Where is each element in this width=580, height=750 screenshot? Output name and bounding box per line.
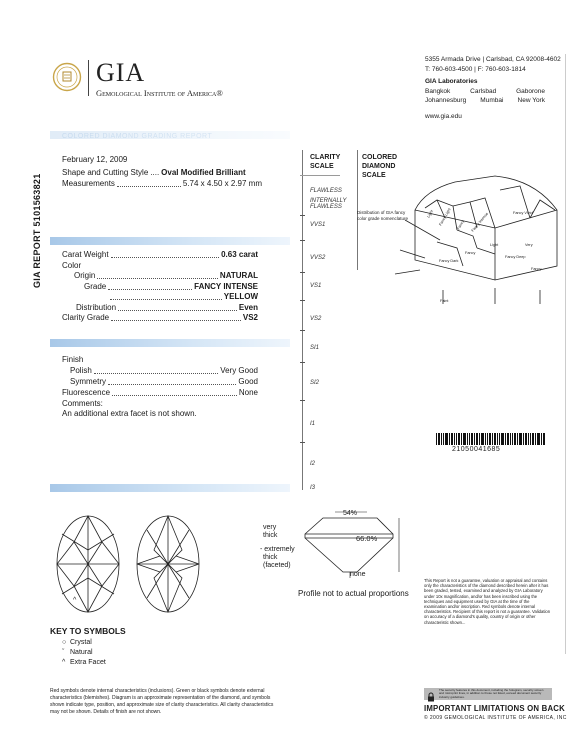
svg-text:Faint: Faint <box>440 299 449 303</box>
gia-seal-icon <box>52 62 82 92</box>
svg-text:Very: Very <box>525 243 533 247</box>
clarity-plot-diagram <box>50 510 210 620</box>
key-item-extra-facet <box>62 659 106 666</box>
clarity-grade: VS2 <box>310 316 322 322</box>
grade-value-2: YELLOW <box>223 292 258 301</box>
carat-value: 0.63 carat <box>221 250 258 259</box>
lab-city: Gaborone <box>516 88 545 95</box>
svg-text:Fancy: Fancy <box>456 219 466 231</box>
clarity-grade: I3 <box>310 485 316 491</box>
labs-title: GIA Laboratories <box>425 78 478 85</box>
comments-value: An additional extra facet is not shown. <box>62 409 197 418</box>
color-scale-note: Distribution of GIA fancy color grade nomenclature <box>357 210 409 221</box>
lock-icon <box>426 689 436 699</box>
plot-band <box>50 484 290 492</box>
grading-band <box>50 237 290 245</box>
fluorescence-row <box>62 388 258 398</box>
institute-name: Gemological Institute of America® <box>96 88 223 98</box>
svg-text:Fancy Vivid: Fancy Vivid <box>513 211 533 215</box>
clarity-tick <box>300 442 305 443</box>
finish-label: Finish <box>62 355 84 364</box>
additional-band <box>50 339 290 347</box>
report-title-faded: COLORED DIAMOND GRADING REPORT <box>62 133 213 140</box>
website-link[interactable]: www.gia.edu <box>425 113 462 120</box>
clarity-scale-top-rule <box>300 175 340 176</box>
clarity-scale-line <box>302 150 303 490</box>
svg-text:Light: Light <box>426 209 434 219</box>
origin-row <box>74 271 258 281</box>
svg-text:Fancy Dark: Fancy Dark <box>439 259 459 263</box>
gia-logo-text: GIA <box>96 58 146 87</box>
clarity-grade: SI2 <box>310 380 320 386</box>
disclaimer-text: Red symbols denote internal characteristics (inclusions). Green or black symbols denote external characteristics (blemishes). Diagram is an approximate representation of the diamond, and symbols shown indicate type, position, and approximate size of clarity characteristics. All clarity characteristics may not be shown. Details of finish are not shown. <box>50 688 274 715</box>
lab-city: Mumbai <box>480 97 504 104</box>
clarity-grade: FLAWLESS <box>310 188 342 194</box>
labs-row-2 <box>425 97 545 104</box>
security-box <box>424 688 552 700</box>
key-item-natural <box>62 649 93 656</box>
key-title: KEY TO SYMBOLS <box>50 626 126 636</box>
key-item-label: Extra Facet <box>70 659 106 666</box>
girdle-label-4: thick <box>263 554 278 561</box>
girdle-label-5: (faceted) <box>263 562 291 569</box>
profile-table-pct: 54% <box>343 510 358 517</box>
polish-label: Polish <box>70 366 92 375</box>
color-scale-title-3: SCALE <box>362 172 386 179</box>
grade-row <box>84 282 258 292</box>
clarity-label: Clarity Grade <box>62 313 110 322</box>
symmetry-value: Good <box>238 377 258 386</box>
clarity-grade: I2 <box>310 461 316 467</box>
report-date: February 12, 2009 <box>62 155 128 164</box>
clarity-tick <box>300 400 305 401</box>
color-label: Color <box>62 261 82 270</box>
security-note: The security features in this document, including the hologram, security screen and microprint lines, in addition to those not listed, exceed document security industry guidelines. <box>439 688 544 699</box>
copyright: © 2009 GEMOLOGICAL INSTITUTE OF AMERICA, INC <box>424 715 567 721</box>
distribution-row <box>76 303 258 313</box>
clarity-grade: VS1 <box>310 283 322 289</box>
lab-city: Carlsbad <box>470 88 497 95</box>
natural-symbol-icon: ˇ <box>62 649 65 656</box>
lab-address: 5355 Armada Drive | Carlsbad, CA 92008-4602 <box>425 56 561 63</box>
color-scale-diagram <box>345 170 560 310</box>
polish-row <box>70 366 258 376</box>
clarity-tick <box>300 272 305 273</box>
side-report-number: GIA REPORT 5101563821 <box>32 173 42 288</box>
clarity-grade: VVS1 <box>310 222 326 228</box>
limitations-body: This Report is not a guarantee, valuation or appraisal and contains only the characteristics of the diamond described herein after it has been graded, tested, examined and analyzed by GIA Laboratory under 10x magnification, and/or has been inscribed using the techniques and equipment used by GIA at the time of the examination and/or inscription. Red symbols denote internal characteristics. Recipient of this report is not a guarantee. Validation on accuracy of a diamond's quality, country of origin or other characteristic shown... <box>424 578 551 625</box>
distribution-value: Even <box>238 303 258 312</box>
color-scale-title-1: COLORED <box>362 154 397 161</box>
profile-depth-pct: 66.0% <box>356 534 378 543</box>
svg-text:Light: Light <box>490 243 499 247</box>
lab-city: New York <box>517 97 545 104</box>
lab-city: Johannesburg <box>425 97 467 104</box>
clarity-tick <box>300 362 305 363</box>
labs-row-1 <box>425 88 545 95</box>
barcode <box>436 432 546 444</box>
girdle-label-3: - extremely <box>260 546 295 553</box>
svg-text:Fancy: Fancy <box>465 251 476 255</box>
crystal-symbol-icon: ○ <box>62 639 67 646</box>
lab-city: Bangkok <box>425 88 451 95</box>
limitations-title: IMPORTANT LIMITATIONS ON BACK <box>424 704 565 713</box>
header-divider <box>88 60 89 96</box>
shape-label: Shape and Cutting Style <box>62 168 149 177</box>
clarity-tick <box>300 215 305 216</box>
measurements-value: 5.74 x 4.50 x 2.97 mm <box>182 179 262 188</box>
clarity-grade: VVS2 <box>310 255 326 261</box>
right-panel-border <box>565 54 566 654</box>
key-item-crystal <box>62 639 92 646</box>
clarity-value: VS2 <box>242 313 258 322</box>
grade-row-2 <box>108 292 258 302</box>
symmetry-row <box>70 377 258 387</box>
key-item-label: Natural <box>70 649 93 656</box>
profile-caption: Profile not to actual proportions <box>298 589 409 598</box>
origin-label: Origin <box>74 271 96 280</box>
grade-value-1: FANCY INTENSE <box>194 282 258 291</box>
grade-label: Grade <box>84 282 107 291</box>
comments-label: Comments: <box>62 399 103 408</box>
profile-culet: none <box>350 571 366 578</box>
clarity-row <box>62 313 258 323</box>
clarity-grade: INTERNALLY FLAWLESS <box>310 198 347 210</box>
svg-text:Fancy Deep: Fancy Deep <box>505 255 526 259</box>
origin-value: NATURAL <box>219 271 258 280</box>
profile-diagram <box>295 510 415 580</box>
polish-value: Very Good <box>220 366 258 375</box>
extra-facet-symbol-icon: ^ <box>62 659 66 666</box>
title-band <box>50 131 290 139</box>
clarity-tick <box>300 240 305 241</box>
color-scale-title-2: DIAMOND <box>362 163 396 170</box>
measurements-row <box>62 179 262 189</box>
carat-label: Carat Weight <box>62 250 109 259</box>
shape-row: Shape and Cutting Style .... Oval Modified Brilliant <box>62 168 246 177</box>
clarity-tick <box>300 330 305 331</box>
clarity-grade: I1 <box>310 421 316 427</box>
girdle-label-1: very <box>263 524 277 531</box>
carat-row <box>62 250 258 260</box>
key-item-label: Crystal <box>70 639 92 646</box>
clarity-scale-title-2: SCALE <box>310 163 334 170</box>
clarity-scale-title-1: CLARITY <box>310 154 341 161</box>
distribution-label: Distribution <box>76 303 117 312</box>
symmetry-label: Symmetry <box>70 377 106 386</box>
clarity-grade: SI1 <box>310 345 320 351</box>
clarity-tick <box>300 300 305 301</box>
svg-text:Fancy Light: Fancy Light <box>438 207 452 227</box>
barcode-number: 21050041685 <box>452 446 501 453</box>
fluorescence-label: Fluorescence <box>62 388 111 397</box>
svg-text:Fancy: Fancy <box>531 267 542 271</box>
fluorescence-value: None <box>238 388 258 397</box>
svg-text:Fancy Intense: Fancy Intense <box>470 211 490 233</box>
svg-text:^: ^ <box>73 597 77 604</box>
shape-value: Oval Modified Brilliant <box>161 168 246 177</box>
lab-phone: T: 760-603-4500 | F: 760-603-1814 <box>425 66 526 73</box>
girdle-label-2: thick <box>263 532 278 539</box>
measurements-label: Measurements <box>62 179 115 188</box>
